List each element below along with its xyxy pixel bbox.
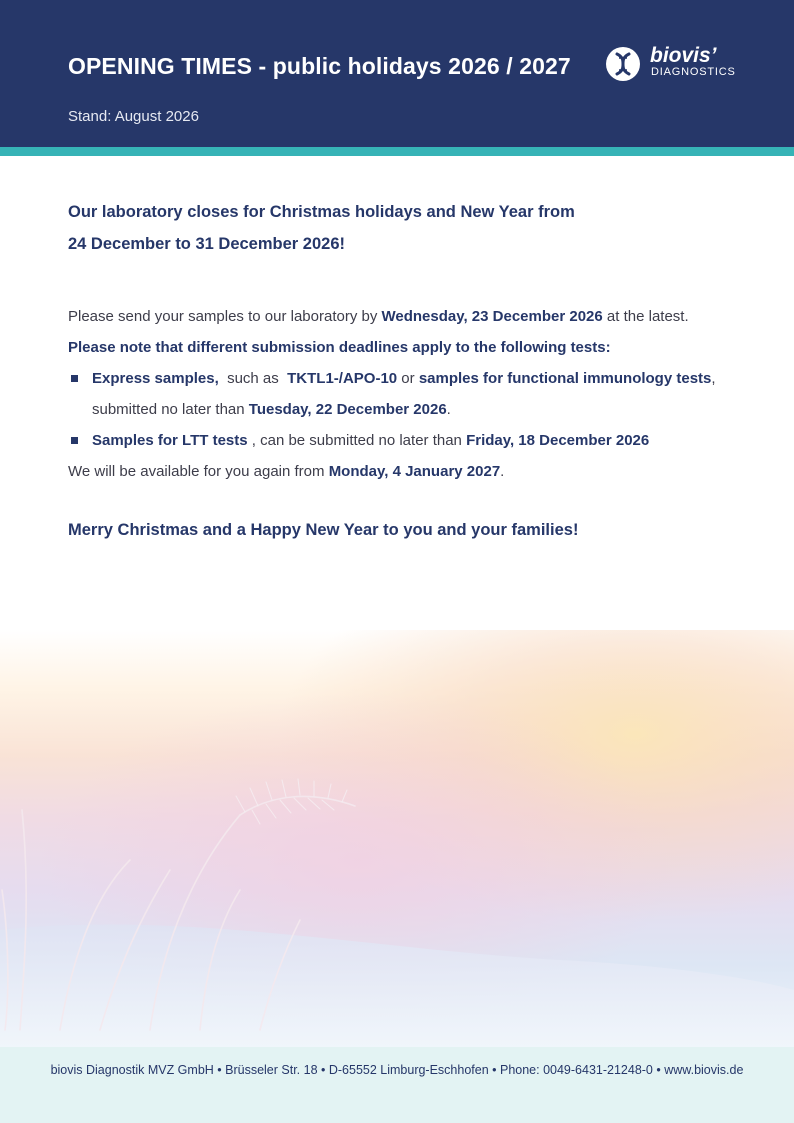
logo-subtitle: DIAGNOSTICS	[651, 66, 736, 78]
list-item-continuation	[68, 394, 748, 425]
deadline-note: Please note that different submission deadlines apply to the following tests:	[68, 339, 611, 356]
such-as-text: such as	[218, 370, 288, 387]
square-bullet-icon	[71, 437, 78, 444]
express-date: Tuesday, 22 December 2026	[248, 401, 447, 418]
send-suffix: at the latest.	[602, 308, 689, 325]
winter-grass-photo	[0, 630, 794, 1048]
page-title: OPENING TIMES - public holidays 2026 / 2027	[68, 53, 571, 79]
headline-line1: Our laboratory closes for Christmas holidays and New Year from	[68, 203, 575, 221]
ltt-label: Samples for LTT tests	[92, 432, 248, 449]
comma-text: ,	[711, 370, 716, 387]
main-content	[68, 196, 748, 546]
test-immunology: samples for functional immunology tests	[418, 370, 712, 387]
send-date: Wednesday, 23 December 2026	[381, 308, 603, 325]
dna-logo-icon	[605, 46, 641, 82]
list-item	[68, 425, 748, 456]
available-suffix: .	[500, 463, 505, 480]
footer-contact: biovis Diagnostik MVZ GmbH • Brüsseler Str. 18 • D-65552 Limburg-Eschhofen • Phone: 0049-6431-21248-0 • www.biovis.de	[50, 1063, 744, 1077]
availability-text	[68, 456, 748, 487]
or-text: or	[397, 370, 419, 387]
list-item	[68, 363, 748, 394]
ltt-date: Friday, 18 December 2026	[466, 432, 650, 449]
season-greeting: Merry Christmas and a Happy New Year to you and your families!	[68, 521, 579, 539]
period-text: .	[446, 401, 451, 418]
logo-wordmark: biovis’	[650, 44, 717, 67]
send-prefix: Please send your samples to our laboratory by	[68, 308, 382, 325]
available-prefix: We will be available for you again from	[68, 463, 329, 480]
ltt-text: , can be submitted no later than	[247, 432, 467, 449]
closure-headline	[68, 196, 748, 260]
header-banner	[0, 0, 794, 147]
headline-line2: 24 December to 31 December 2026!	[68, 235, 345, 253]
accent-divider	[0, 147, 794, 156]
footer	[0, 1047, 794, 1123]
square-bullet-icon	[71, 375, 78, 382]
available-date: Monday, 4 January 2027	[328, 463, 501, 480]
send-deadline-text	[68, 301, 748, 332]
stand-date: Stand: August 2026	[68, 108, 199, 125]
express-label: Express samples,	[92, 370, 219, 387]
submitted-text: submitted no later than	[92, 401, 249, 418]
biovis-logo	[605, 46, 750, 86]
deadline-list	[68, 363, 748, 456]
test-tktl1: TKTL1-/APO-10	[287, 370, 398, 387]
